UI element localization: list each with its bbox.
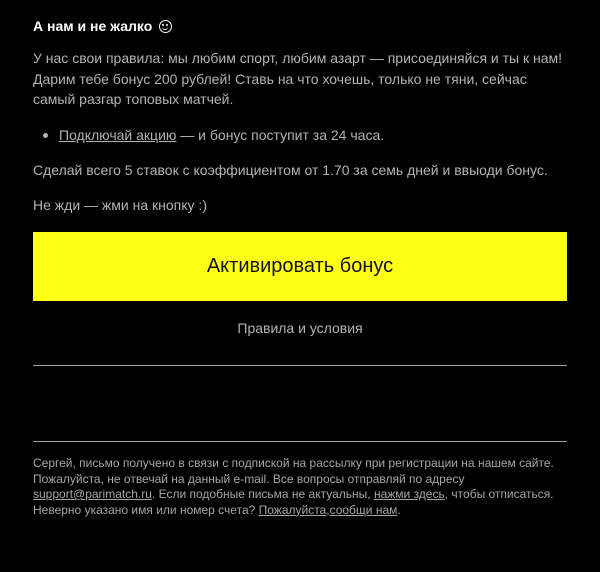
report-error-link[interactable]: Пожалуйста,сообщи нам [258,502,398,517]
divider [33,365,567,366]
intro-line: самый разгар топовых матчей. [33,91,234,107]
activate-bonus-button[interactable]: Активировать бонус [33,232,567,301]
heading-text: А нам и не жалко [33,18,153,34]
intro-line: Дарим тебе бонус 200 рублей! Ставь на что хочешь, только не тяни, сейчас [33,70,527,87]
condition-text: Сделай всего 5 ставок с коэффициентом от 1.70 за семь дней и ввыоди бонус. [33,162,548,178]
footer [33,456,573,518]
activate-promo-link[interactable]: Подключай акцию [59,127,177,143]
bullet-dot-icon [43,133,48,138]
support-email-link[interactable]: support@parimatch.ru [33,487,152,501]
intro-paragraph [33,48,573,110]
footer-text: , чтобы отписаться. [444,487,554,501]
footer-text: . [397,502,401,517]
footer-line: Сергей, письмо получено в связи с подпиской на рассылку при регистрации на нашем сайте. [33,456,554,470]
bullet-item [59,125,384,145]
intro-line: У нас свои правила: мы любим спорт, любим азарт — присоединяйся и ты к нам! [33,50,563,66]
footer-line: Пожалуйста, не отвечай на данный e-mail. Все вопросы отправляй по адресу [33,471,465,486]
smile-icon [159,20,172,33]
rules-link[interactable]: Правила и условия [237,320,363,336]
footer-line [33,503,573,519]
bullet-text: — и бонус поступит за 24 часа. [176,127,385,143]
footer-text: . Если подобные письма не актуальны, [151,487,374,501]
footer-line [33,487,573,503]
divider [33,441,567,442]
email-heading [33,17,172,35]
unsubscribe-link[interactable]: нажми здесь [373,487,445,501]
call-to-action-text: Не жди — жми на кнопку :) [33,197,207,213]
footer-text: Неверно указано имя или номер счета? [33,502,259,517]
